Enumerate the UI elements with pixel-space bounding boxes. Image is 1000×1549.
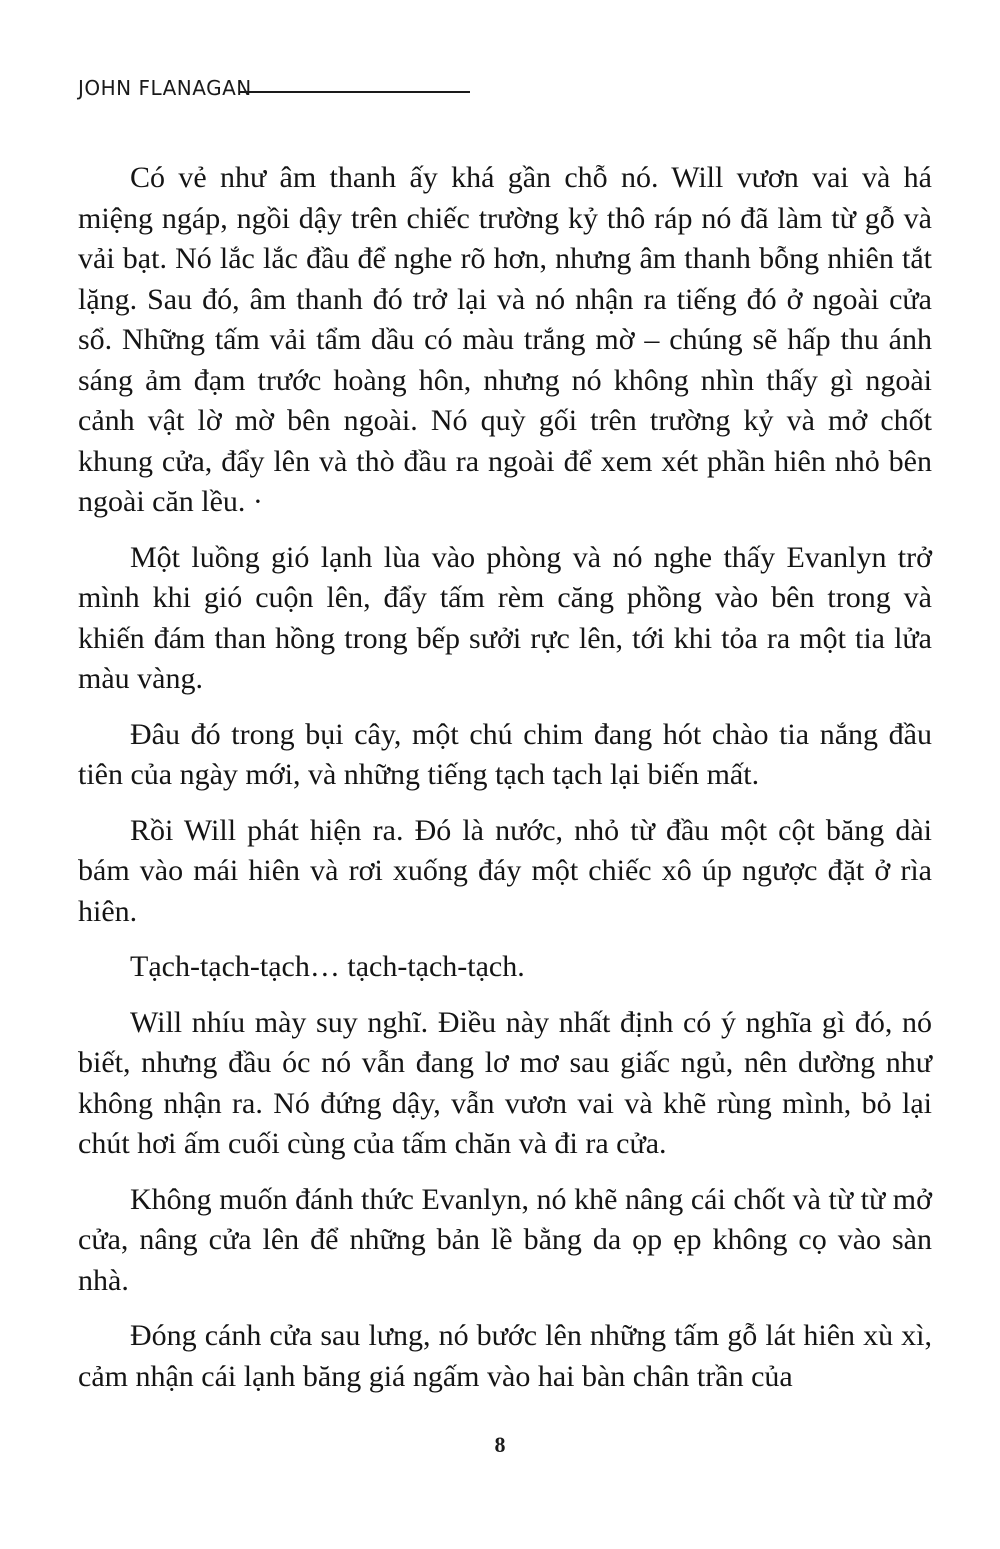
paragraph: Không muốn đánh thức Evanlyn, nó khẽ nâng cái chốt và từ từ mở cửa, nâng cửa lên để những bản lề bằng da ọp ẹp không cọ vào sàn nhà. [78, 1182, 932, 1297]
running-header [78, 68, 478, 104]
paragraph: Rồi Will phát hiện ra. Đó là nước, nhỏ từ đầu một cột băng dài bám vào mái hiên và rơi xuống đáy một chiếc xô úp ngược đặt ở rìa hiên. [78, 813, 932, 928]
paragraph: Một luồng gió lạnh lùa vào phòng và nó nghe thấy Evanlyn trở mình khi gió cuộn lên, đẩy tấm rèm căng phồng vào bên trong và khiến đám than hồng trong bếp sưởi rực lên, tới khi tỏa ra một tia lửa màu vàng. [78, 540, 932, 695]
paragraph: Will nhíu mày suy nghĩ. Điều này nhất định có ý nghĩa gì đó, nó biết, nhưng đầu óc nó vẫn đang lơ mơ sau giấc ngủ, nên dường như không nhận ra. Nó đứng dậy, vẫn vươn vai và khẽ rùng mình, bỏ lại chút hơi ấm cuối cùng của tấm chăn và đi ra cửa. [78, 1005, 932, 1160]
body-text [78, 158, 932, 1412]
author-name: JOHN FLANAGAN [78, 76, 252, 100]
header-rule [240, 91, 470, 93]
paragraph: Tạch-tạch-tạch… tạch-tạch-tạch. [130, 950, 525, 983]
paragraph: Có vẻ như âm thanh ấy khá gần chỗ nó. Will vươn vai và há miệng ngáp, ngồi dậy trên chiếc trường kỷ thô ráp nó đã làm từ gỗ và vải bạt. Nó lắc lắc đầu để nghe rõ hơn, nhưng âm thanh bỗng nhiên tắt lặng. Sau đó, âm thanh đó trở lại và nó nhận ra tiếng đó ở ngoài cửa sổ. Những tấm vải tẩm dầu có màu trắng mờ – chúng sẽ hấp thu ánh sáng ảm đạm trước hoàng hôn, nhưng nó không nhìn thấy gì ngoài cảnh vật lờ mờ bên ngoài. Nó quỳ gối trên trường kỷ và mở chốt khung cửa, đẩy lên và thò đầu ra ngoài để xem xét phần hiên nhỏ bên ngoài căn lều. · [78, 161, 932, 518]
paragraph: Đâu đó trong bụi cây, một chú chim đang hót chào tia nắng đầu tiên của ngày mới, và những tiếng tạch tạch lại biến mất. [78, 717, 932, 791]
paragraph: Đóng cánh cửa sau lưng, nó bước lên những tấm gỗ lát hiên xù xì, cảm nhận cái lạnh băng giá ngấm vào hai bàn chân trần của [78, 1319, 932, 1393]
page-number: 8 [494, 1432, 506, 1457]
